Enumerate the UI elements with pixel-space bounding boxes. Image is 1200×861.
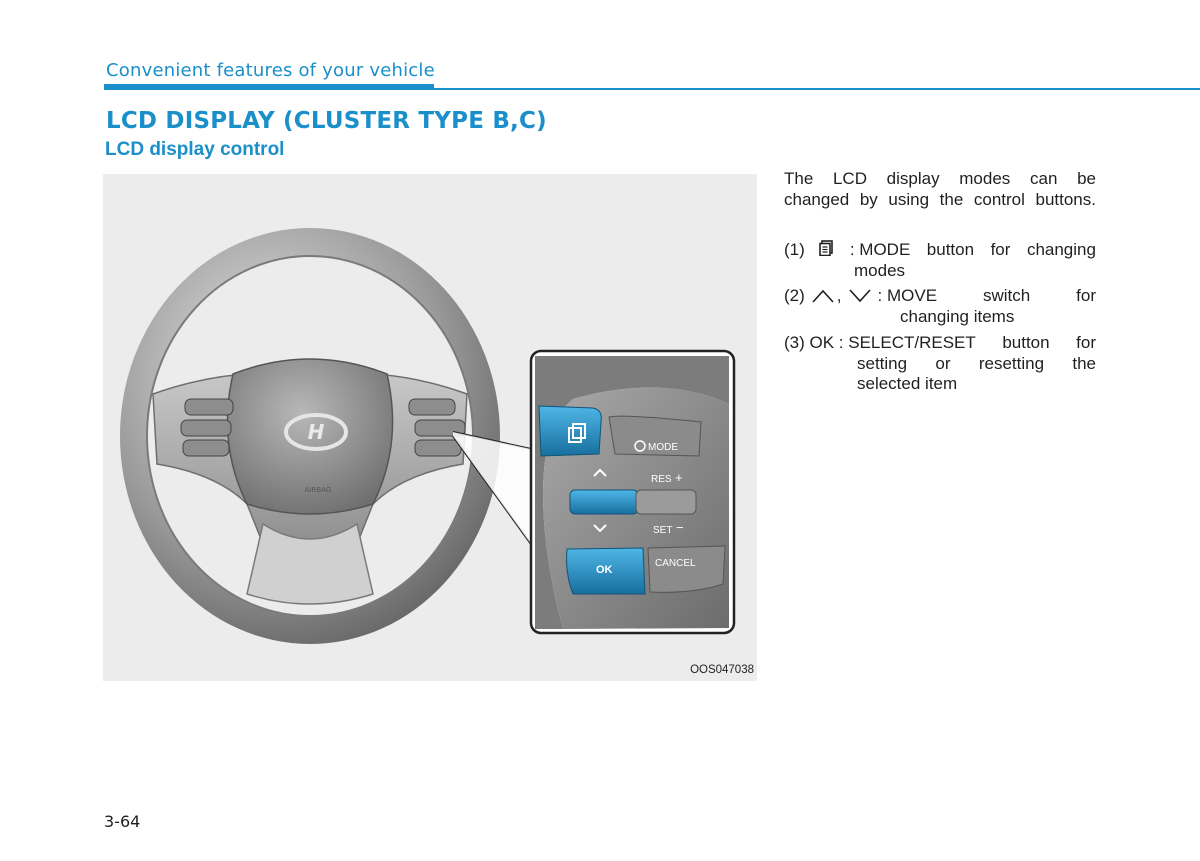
header-rule-thick [104,84,434,90]
item-3: (3) OK : SELECT/RESET button for setting or resetting the selected item [784,333,1096,393]
down-arrow-icon [849,289,871,303]
intro-paragraph [784,169,1096,210]
header-rule-thin [434,88,1200,90]
svg-text:RES: RES [651,474,672,485]
figure-code: OOS047038 [690,664,754,676]
up-arrow-icon [812,289,834,303]
svg-text:OK: OK [596,564,613,576]
svg-text:H: H [307,420,325,444]
svg-text:CANCEL: CANCEL [655,558,696,569]
page-number: 3-64 [104,812,141,831]
mode-button [539,406,601,456]
svg-text:+: + [675,470,683,485]
steering-wheel-figure [103,174,757,681]
steering-wheel-illustration [103,174,757,681]
mode-icon [819,240,833,256]
svg-text:SET: SET [653,525,673,536]
item-1: (1) : MODE button for changing modes [784,240,1096,280]
zoomed-control-panel [531,351,734,633]
body-text-column [784,169,1096,393]
intro-line-2: changed by using the control buttons. [784,189,1096,209]
page-title: LCD DISPLAY (CLUSTER TYPE B,C) [106,108,547,134]
item-2: (2) , : MOVE switch for changing items [784,286,1096,326]
page-subtitle: LCD display control [105,139,285,160]
move-switch [570,490,638,514]
intro-line-1: The LCD display modes can be [784,169,1096,188]
left-switch-cluster [181,399,233,456]
header-section-text: Convenient features of your vehicle [106,60,435,81]
svg-text:−: − [676,520,684,535]
svg-text:MODE: MODE [648,442,678,453]
svg-text:AIRBAG: AIRBAG [304,486,332,494]
